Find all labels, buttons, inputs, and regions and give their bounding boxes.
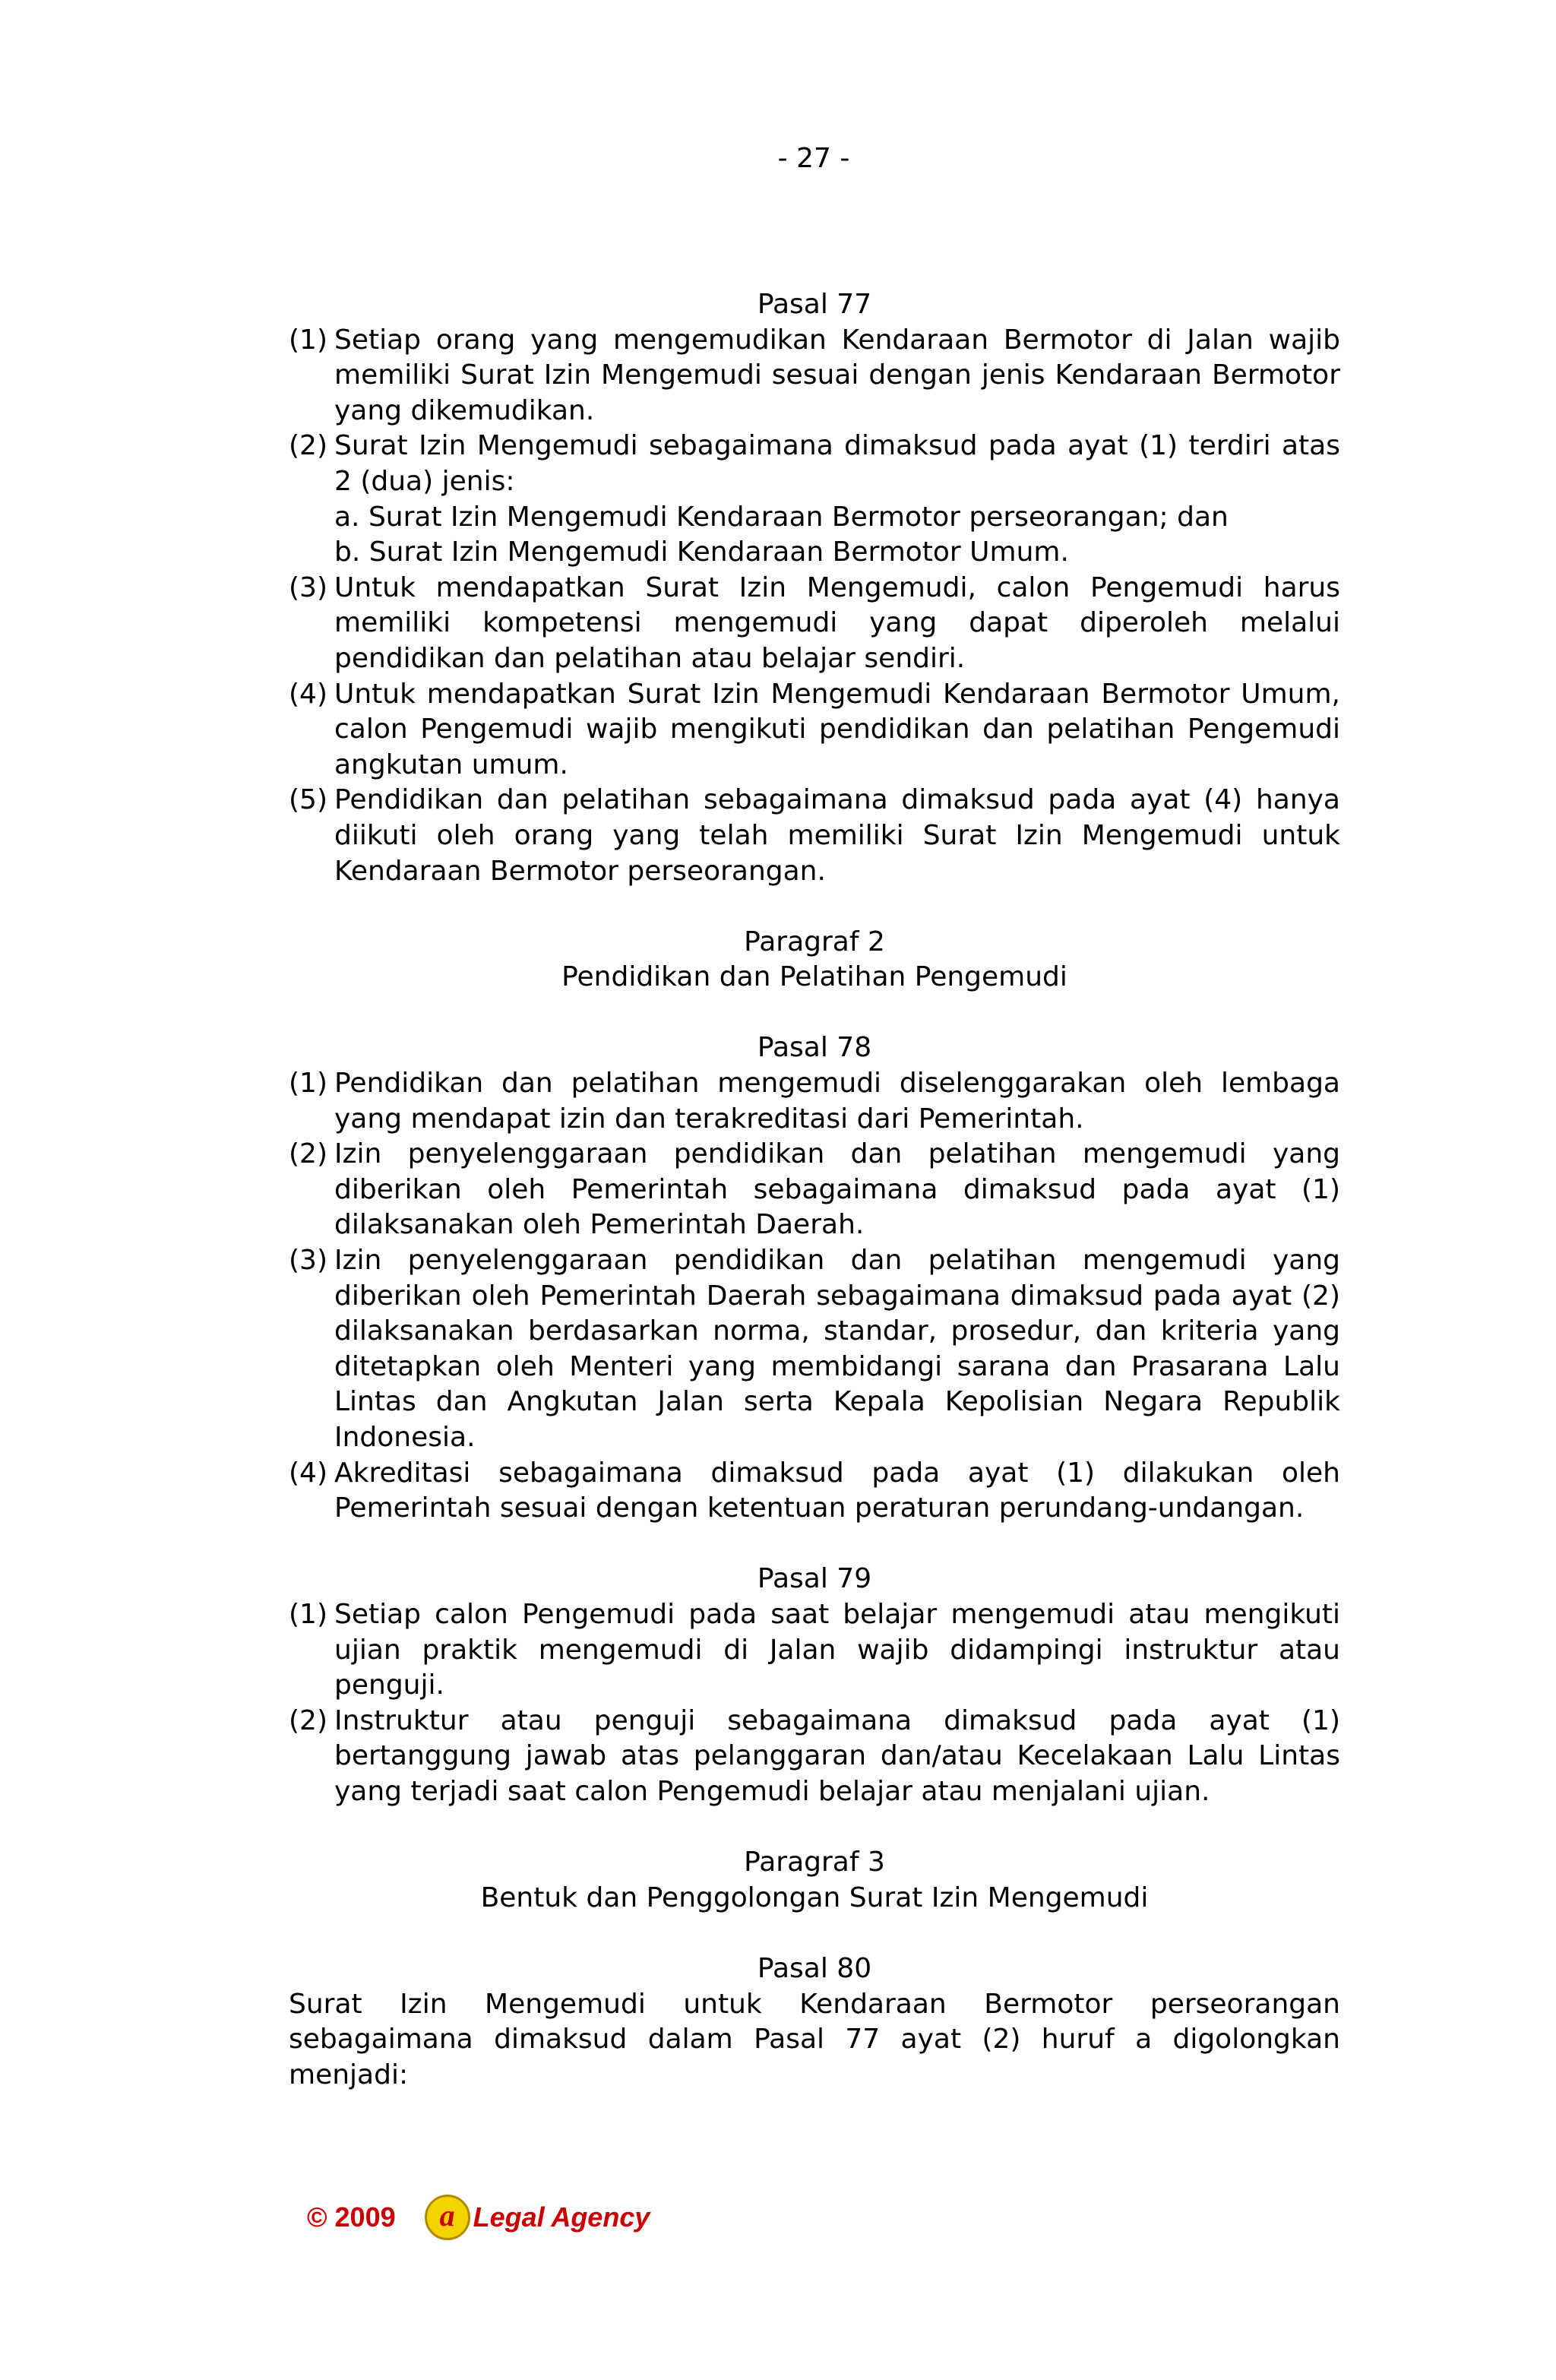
pasal-78-item-2 [289, 1137, 1340, 1243]
item-number: (3) [289, 571, 327, 603]
spacer [289, 1527, 1340, 1562]
spacer [289, 889, 1340, 925]
pasal-78-item-4 [289, 1456, 1340, 1527]
pasal-79-item-2 [289, 1704, 1340, 1810]
item-text: Akreditasi sebagaimana dimaksud pada ayat (1) dilakukan oleh Pemerintah sesuai dengan ketentuan peraturan perundang-undangan. [334, 1457, 1340, 1524]
item-number: (4) [289, 1457, 327, 1489]
item-text: Setiap orang yang mengemudikan Kendaraan Bermotor di Jalan wajib memiliki Surat Izin Mengemudi sesuai dengan jenis Kendaraan Bermotor yang dikemudikan. [334, 324, 1340, 426]
spacer [289, 995, 1340, 1031]
pasal-79-item-1 [289, 1597, 1340, 1704]
pasal-77-item-1 [289, 323, 1340, 429]
pasal-77-sub-item-a: a. Surat Izin Mengemudi Kendaraan Bermotor perseorangan; dan [334, 501, 1229, 533]
item-text: Untuk mendapatkan Surat Izin Mengemudi, calon Pengemudi harus memiliki kompetensi mengemudi yang dapat diperoleh melalui pendidikan dan pelatihan atau belajar sendiri. [334, 571, 1340, 674]
pasal-77-item-5 [289, 783, 1340, 889]
footer [307, 2195, 650, 2240]
item-text: Izin penyelenggaraan pendidikan dan pelatihan mengemudi yang diberikan oleh Pemerintah sebagaimana dimaksud pada ayat (1) dilaksanakan oleh Pemerintah Daerah. [334, 1138, 1340, 1241]
pasal-77-sub-item-b: b. Surat Izin Mengemudi Kendaraan Bermotor Umum. [334, 536, 1069, 568]
logo-letter: a [439, 2198, 455, 2233]
pasal-80-text: Surat Izin Mengemudi untuk Kendaraan Bermotor perseorangan sebagaimana dimaksud dalam Pasal 77 ayat (2) huruf a digolongkan menjadi: [289, 1988, 1340, 2090]
pasal-80-title: Pasal 80 [757, 1952, 872, 1984]
item-number: (5) [289, 784, 327, 816]
item-text: Surat Izin Mengemudi sebagaimana dimaksud pada ayat (1) terdiri atas 2 (dua) jenis: [334, 430, 1340, 497]
item-number: (4) [289, 678, 327, 710]
item-number: (2) [289, 1138, 327, 1170]
item-number: (2) [289, 1704, 327, 1736]
item-number: (3) [289, 1245, 327, 1277]
pasal-79-title: Pasal 79 [757, 1563, 872, 1595]
pasal-77-title: Pasal 77 [757, 289, 872, 320]
pasal-78-title: Pasal 78 [757, 1032, 872, 1064]
item-text: Instruktur atau penguji sebagaimana dimaksud pada ayat (1) bertanggung jawab atas pelanggaran dan/atau Kecelakaan Lalu Lintas yang terjadi saat calon Pengemudi belajar atau menjalani ujian. [334, 1704, 1340, 1807]
item-number: (2) [289, 430, 327, 462]
pasal-77-item-2 [289, 429, 1340, 499]
spacer [289, 1916, 1340, 1951]
copyright-text: © 2009 [307, 2201, 396, 2233]
legal-agency-logo-icon [425, 2195, 470, 2240]
pasal-78-item-3 [289, 1243, 1340, 1456]
item-number: (1) [289, 1068, 327, 1100]
pasal-77-item-4 [289, 677, 1340, 783]
item-number: (1) [289, 324, 327, 356]
item-number: (1) [289, 1598, 327, 1630]
paragraf-2-title: Paragraf 2 [744, 926, 885, 957]
document-body [289, 287, 1340, 2093]
paragraf-3-subtitle: Bentuk dan Penggolongan Surat Izin Mengemudi [480, 1882, 1149, 1913]
item-text: Pendidikan dan pelatihan sebagaimana dimaksud pada ayat (4) hanya diikuti oleh orang yang telah memiliki Surat Izin Mengemudi untuk Kendaraan Bermotor perseorangan. [334, 784, 1340, 887]
item-text: Setiap calon Pengemudi pada saat belajar mengemudi atau mengikuti ujian praktik mengemudi di Jalan wajib didampingi instruktur atau penguji. [334, 1598, 1340, 1701]
paragraf-3-title: Paragraf 3 [744, 1847, 885, 1878]
paragraf-2-subtitle: Pendidikan dan Pelatihan Pengemudi [561, 961, 1067, 993]
item-text: Izin penyelenggaraan pendidikan dan pelatihan mengemudi yang diberikan oleh Pemerintah Daerah sebagaimana dimaksud pada ayat (2) dilaksanakan berdasarkan norma, standar, prosedur, dan kriteria yang ditetapkan oleh Menteri yang membidangi sarana dan Prasarana Lalu Lintas dan Angkutan Jalan serta Kepala Kepolisian Negara Republik Indonesia. [334, 1245, 1340, 1453]
item-text: Pendidikan dan pelatihan mengemudi diselenggarakan oleh lembaga yang mendapat izin dan terakreditasi dari Pemerintah. [334, 1068, 1340, 1135]
brand-name: Legal Agency [473, 2201, 650, 2233]
spacer [289, 1810, 1340, 1846]
page-number: - 27 - [777, 143, 850, 174]
item-text: Untuk mendapatkan Surat Izin Mengemudi Kendaraan Bermotor Umum, calon Pengemudi wajib mengikuti pendidikan dan pelatihan Pengemudi angkutan umum. [334, 678, 1340, 780]
pasal-77-item-3 [289, 571, 1340, 677]
pasal-78-item-1 [289, 1066, 1340, 1137]
